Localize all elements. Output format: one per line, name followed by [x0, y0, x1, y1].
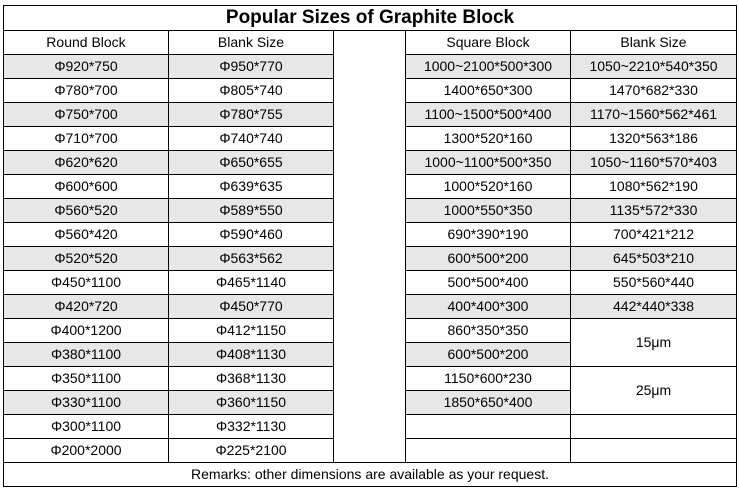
column-gap — [334, 343, 406, 367]
round-block-cell: Φ400*1200 — [4, 319, 169, 343]
column-gap — [334, 271, 406, 295]
round-block-cell: Φ750*700 — [4, 103, 169, 127]
round-blank-size-cell: Φ639*635 — [169, 175, 334, 199]
square-block-cell — [406, 415, 571, 439]
table-title: Popular Sizes of Graphite Block — [4, 6, 737, 31]
table-row — [4, 415, 737, 439]
square-block-cell: 1000~2100*500*300 — [406, 55, 571, 79]
table-row — [4, 199, 737, 223]
round-block-cell: Φ560*420 — [4, 223, 169, 247]
round-block-cell: Φ600*600 — [4, 175, 169, 199]
square-block-cell: 1400*650*300 — [406, 79, 571, 103]
column-gap — [334, 319, 406, 343]
square-blank-size-cell: 1170~1560*562*461 — [571, 103, 737, 127]
square-block-cell: 1150*600*230 — [406, 367, 571, 391]
round-blank-size-cell: Φ332*1130 — [169, 415, 334, 439]
column-gap — [334, 439, 406, 463]
square-blank-size-cell: 442*440*338 — [571, 295, 737, 319]
round-block-cell: Φ710*700 — [4, 127, 169, 151]
square-block-cell: 600*500*200 — [406, 247, 571, 271]
square-blank-size-cell: 700*421*212 — [571, 223, 737, 247]
table-row — [4, 295, 737, 319]
square-block-cell: 1000~1100*500*350 — [406, 151, 571, 175]
square-block-cell: 1850*650*400 — [406, 391, 571, 415]
round-blank-size-cell: Φ780*755 — [169, 103, 334, 127]
table-row — [4, 367, 737, 391]
round-block-cell: Φ620*620 — [4, 151, 169, 175]
round-blank-size-cell: Φ950*770 — [169, 55, 334, 79]
table-row — [4, 103, 737, 127]
table-row — [4, 175, 737, 199]
graphite-size-sheet — [3, 5, 736, 485]
square-block-cell: 860*350*350 — [406, 319, 571, 343]
round-blank-size-cell: Φ465*1140 — [169, 271, 334, 295]
round-block-cell: Φ300*1100 — [4, 415, 169, 439]
sizes-table — [3, 5, 737, 487]
merged-note-cell: 25μm — [571, 367, 737, 415]
table-row — [4, 439, 737, 463]
table-row — [4, 319, 737, 343]
square-block-cell: 600*500*200 — [406, 343, 571, 367]
column-gap — [334, 175, 406, 199]
table-row — [4, 223, 737, 247]
square-blank-size-cell: 1050~2210*540*350 — [571, 55, 737, 79]
table-row — [4, 247, 737, 271]
round-block-cell: Φ350*1100 — [4, 367, 169, 391]
round-block-cell: Φ200*2000 — [4, 439, 169, 463]
table-row — [4, 55, 737, 79]
round-block-cell: Φ450*1100 — [4, 271, 169, 295]
header-blank-size-left: Blank Size — [169, 31, 334, 55]
round-block-cell: Φ520*520 — [4, 247, 169, 271]
round-block-cell: Φ330*1100 — [4, 391, 169, 415]
round-blank-size-cell: Φ225*2100 — [169, 439, 334, 463]
column-gap — [334, 127, 406, 151]
round-block-cell: Φ920*750 — [4, 55, 169, 79]
column-gap — [334, 415, 406, 439]
round-blank-size-cell: Φ408*1130 — [169, 343, 334, 367]
header-round-block: Round Block — [4, 31, 169, 55]
square-block-cell: 1000*520*160 — [406, 175, 571, 199]
square-blank-size-cell: 645*503*210 — [571, 247, 737, 271]
round-blank-size-cell: Φ450*770 — [169, 295, 334, 319]
square-blank-size-cell — [571, 439, 737, 463]
column-gap — [334, 367, 406, 391]
square-block-cell: 1000*550*350 — [406, 199, 571, 223]
merged-note-cell: 15μm — [571, 319, 737, 367]
header-blank-size-right: Blank Size — [571, 31, 737, 55]
square-blank-size-cell: 550*560*440 — [571, 271, 737, 295]
square-blank-size-cell: 1470*682*330 — [571, 79, 737, 103]
table-row — [4, 127, 737, 151]
square-blank-size-cell: 1050~1160*570*403 — [571, 151, 737, 175]
table-row — [4, 151, 737, 175]
column-gap — [334, 223, 406, 247]
square-block-cell: 500*500*400 — [406, 271, 571, 295]
square-block-cell: 690*390*190 — [406, 223, 571, 247]
round-blank-size-cell: Φ590*460 — [169, 223, 334, 247]
table-row — [4, 79, 737, 103]
round-blank-size-cell: Φ563*562 — [169, 247, 334, 271]
column-gap — [334, 79, 406, 103]
square-block-cell — [406, 439, 571, 463]
header-square-block: Square Block — [406, 31, 571, 55]
square-block-cell: 400*400*300 — [406, 295, 571, 319]
square-blank-size-cell: 1080*562*190 — [571, 175, 737, 199]
round-blank-size-cell: Φ740*740 — [169, 127, 334, 151]
round-blank-size-cell: Φ589*550 — [169, 199, 334, 223]
square-blank-size-cell: 1320*563*186 — [571, 127, 737, 151]
column-gap — [334, 31, 406, 55]
column-gap — [334, 55, 406, 79]
remarks-text: Remarks: other dimensions are available as your request. — [4, 463, 737, 487]
round-blank-size-cell: Φ360*1150 — [169, 391, 334, 415]
table-row — [4, 271, 737, 295]
round-block-cell: Φ420*720 — [4, 295, 169, 319]
round-block-cell: Φ380*1100 — [4, 343, 169, 367]
column-gap — [334, 199, 406, 223]
column-gap — [334, 391, 406, 415]
square-block-cell: 1300*520*160 — [406, 127, 571, 151]
column-gap — [334, 295, 406, 319]
square-blank-size-cell — [571, 415, 737, 439]
square-blank-size-cell: 1135*572*330 — [571, 199, 737, 223]
round-block-cell: Φ560*520 — [4, 199, 169, 223]
round-blank-size-cell: Φ368*1130 — [169, 367, 334, 391]
column-gap — [334, 103, 406, 127]
column-gap — [334, 247, 406, 271]
round-blank-size-cell: Φ412*1150 — [169, 319, 334, 343]
square-block-cell: 1100~1500*500*400 — [406, 103, 571, 127]
round-blank-size-cell: Φ805*740 — [169, 79, 334, 103]
round-blank-size-cell: Φ650*655 — [169, 151, 334, 175]
round-block-cell: Φ780*700 — [4, 79, 169, 103]
column-gap — [334, 151, 406, 175]
